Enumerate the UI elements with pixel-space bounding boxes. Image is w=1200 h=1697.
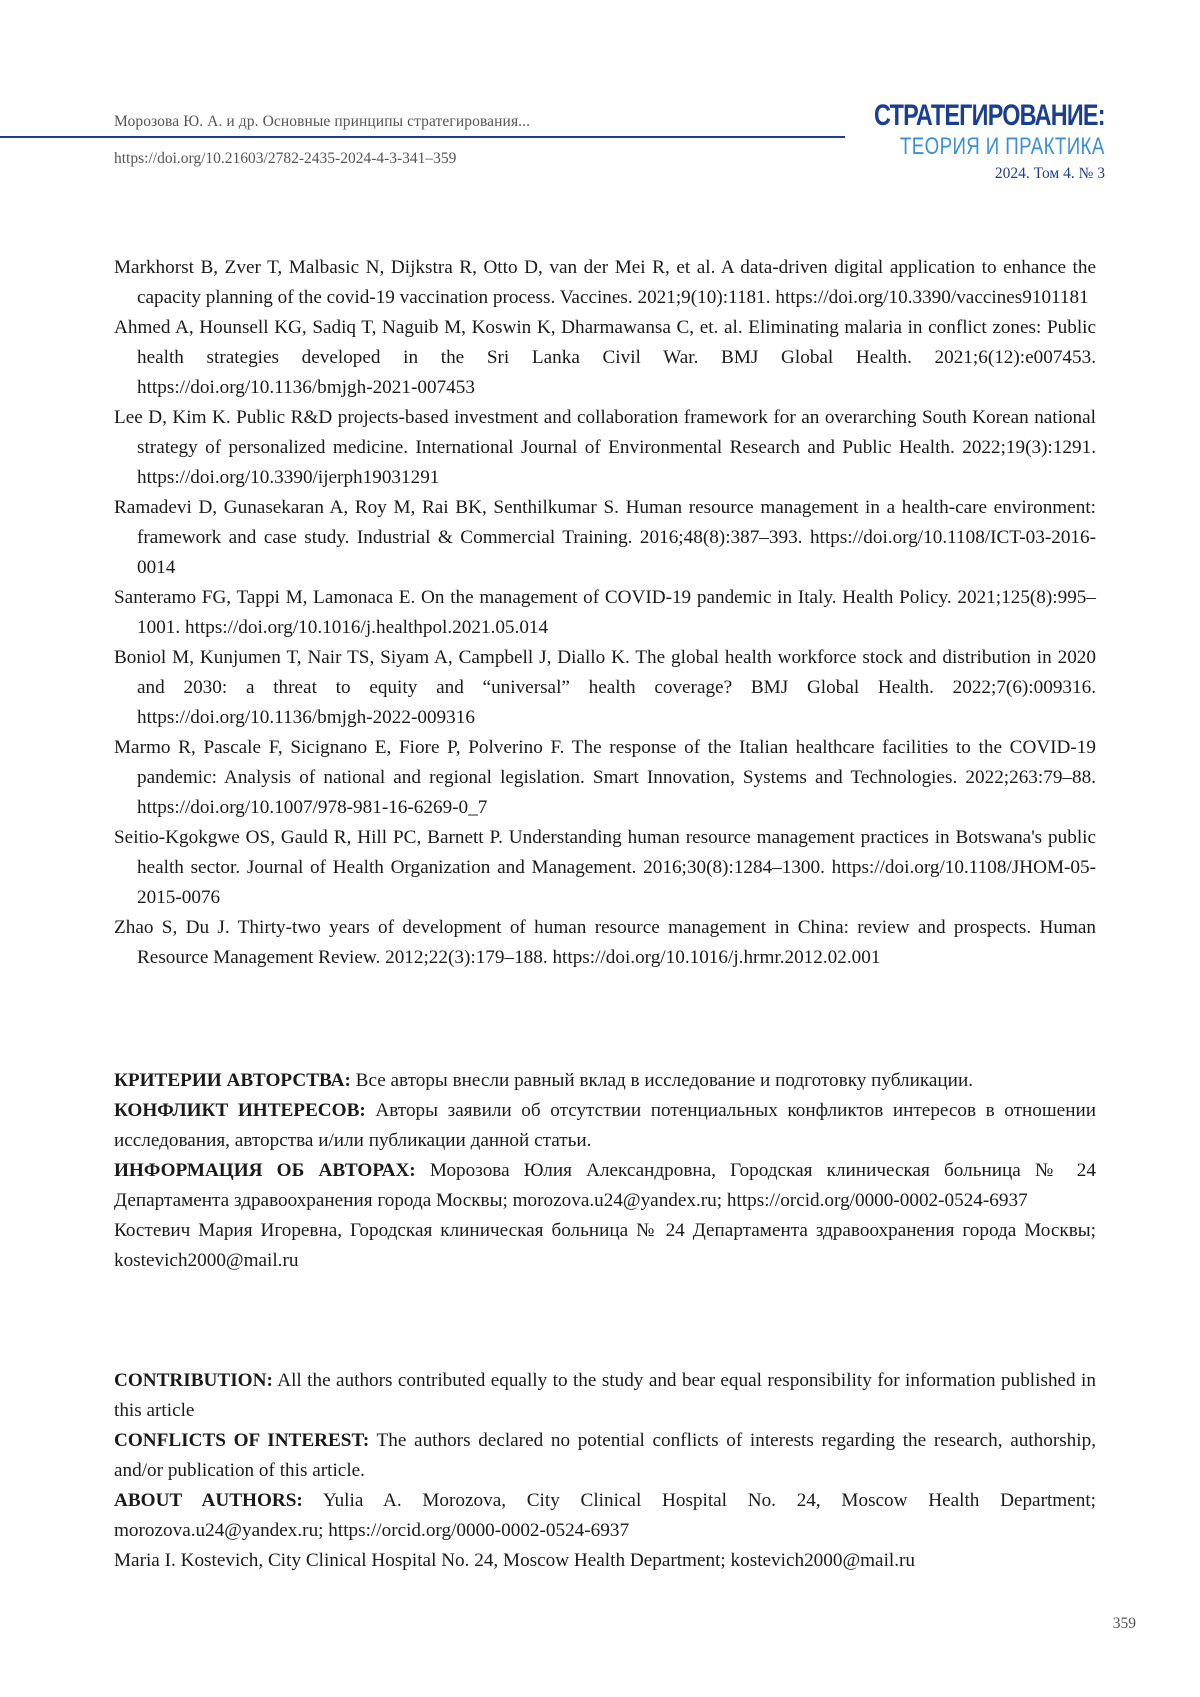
conflict-en-text: The authors declared no potential conflicts of interests regarding the research, authorship, and/or publication of this article. — [114, 1430, 1096, 1481]
conflict-en — [114, 1426, 1096, 1486]
reference-item: Boniol M, Kunjumen T, Nair TS, Siyam A, Campbell J, Diallo K. The global health workforce stock and distribution in 2020 and 2030: a threat to equity and “universal” health coverage? BMJ Global Health. 2022;7(6):009316. https://doi.org/10.1136/bmjgh-2022-009316 — [114, 647, 1096, 728]
author-info-en — [114, 1366, 1096, 1576]
running-title: Морозова Ю. А. и др. Основные принципы стратегирования... — [114, 113, 531, 130]
reference-item: Santeramo FG, Tappi M, Lamonaca E. On the management of COVID-19 pandemic in Italy. Health Policy. 2021;125(8):995–1001. https://doi.org/10.1016/j.healthpol.2021.05.014 — [114, 587, 1096, 638]
conflict-ru — [114, 1096, 1096, 1156]
journal-name-line1: СТРАТЕГИРОВАНИЕ: — [874, 99, 1105, 132]
authors-en-label: ABOUT AUTHORS: — [114, 1490, 303, 1511]
reference-item: Markhorst B, Zver T, Malbasic N, Dijkstra R, Otto D, van der Mei R, et al. A data-driven digital application to enhance the capacity planning of the covid-19 vaccination process. Vaccines. 2021;9(10):1181. https://doi.org/10.3390/vaccines9101181 — [114, 257, 1096, 308]
author2-ru: Костевич Мария Игоревна, Городская клиническая больница № 24 Департамента здравоохранения города Москвы; kostevich2000@mail.ru — [114, 1220, 1096, 1271]
contribution-en — [114, 1366, 1096, 1426]
contribution-en-label: CONTRIBUTION: — [114, 1370, 273, 1391]
conflict-ru-text: Авторы заявили об отсутствии потенциальных конфликтов интересов в отношении исследования, авторства и/или публикации данной статьи. — [114, 1100, 1096, 1151]
authors-ru — [114, 1156, 1096, 1216]
contribution-ru-text: Все авторы внесли равный вклад в исследование и подготовку публикации. — [350, 1070, 974, 1091]
journal-masthead — [809, 100, 1105, 183]
running-header — [114, 113, 844, 131]
author1-en: Yulia A. Morozova, City Clinical Hospital No. 24, Moscow Health Department; morozova.u24@yandex.ru; https://orcid.org/0000-0002-0524-6937 — [114, 1490, 1096, 1541]
conflict-en-label: CONFLICTS OF INTEREST: — [114, 1430, 370, 1451]
reference-item: Seitio-Kgokgwe OS, Gauld R, Hill PC, Barnett P. Understanding human resource management practices in Botswana's public health sector. Journal of Health Organization and Management. 2016;30(8):1284–1300. https://doi.org/10.1108/JHOM-05-2015-0076 — [114, 827, 1096, 908]
reference-item: Lee D, Kim K. Public R&D projects-based investment and collaboration framework for an overarching South Korean national strategy of personalized medicine. International Journal of Environmental Research and Public Health. 2022;19(3):1291. https://doi.org/10.3390/ijerph19031291 — [114, 407, 1096, 488]
journal-name-line2: ТЕОРИЯ И ПРАКТИКА — [900, 133, 1105, 160]
reference-item: Marmo R, Pascale F, Sicignano E, Fiore P, Polverino F. The response of the Italian healthcare facilities to the COVID-19 pandemic: Analysis of national and regional legislation. Smart Innovation, Systems and Technologies. 2022;263:79–88. https://doi.org/10.1007/978-981-16-6269-0_7 — [114, 737, 1096, 818]
authors-en — [114, 1486, 1096, 1546]
author1-ru: Морозова Юлия Александровна, Городская клиническая больница № 24 Департамента здравоохранения города Москвы; morozova.u24@yandex.ru; https://orcid.org/0000-0002-0524-6937 — [114, 1160, 1096, 1211]
page-number: 359 — [1112, 1615, 1136, 1632]
author2-en: Maria I. Kostevich, City Clinical Hospital No. 24, Moscow Health Department; kostevich2000@mail.ru — [114, 1550, 916, 1571]
contribution-ru-label: КРИТЕРИИ АВТОРСТВА: — [114, 1070, 351, 1091]
article-doi[interactable]: https://doi.org/10.21603/2782-2435-2024-4-3-341–359 — [114, 150, 457, 167]
conflict-ru-label: КОНФЛИКТ ИНТЕРЕСОВ: — [114, 1100, 366, 1121]
contribution-ru — [114, 1066, 1096, 1096]
reference-item: Ramadevi D, Gunasekaran A, Roy M, Rai BK, Senthilkumar S. Human resource management in a health-care environment: framework and case study. Industrial & Commercial Training. 2016;48(8):387–393. https://doi.org/10.1108/ICT-03-2016-0014 — [114, 497, 1096, 578]
authors-ru-label: ИНФОРМАЦИЯ ОБ АВТОРАХ: — [114, 1160, 416, 1181]
journal-issue: 2024. Том 4. № 3 — [994, 165, 1105, 182]
reference-list — [114, 253, 1096, 973]
author-info-ru — [114, 1066, 1096, 1276]
contribution-en-text: All the authors contributed equally to the study and bear equal responsibility for information published in this article — [114, 1370, 1096, 1421]
reference-item: Zhao S, Du J. Thirty-two years of development of human resource management in China: review and prospects. Human Resource Management Review. 2012;22(3):179–188. https://doi.org/10.1016/j.hrmr.2012.02.001 — [114, 917, 1096, 968]
header-rule — [0, 136, 845, 138]
reference-item: Ahmed A, Hounsell KG, Sadiq T, Naguib M, Koswin K, Dharmawansa C, et. al. Eliminating malaria in conflict zones: Public health strategies developed in the Sri Lanka Civil War. BMJ Global Health. 2021;6(12):e007453. https://doi.org/10.1136/bmjgh-2021-007453 — [114, 317, 1096, 398]
